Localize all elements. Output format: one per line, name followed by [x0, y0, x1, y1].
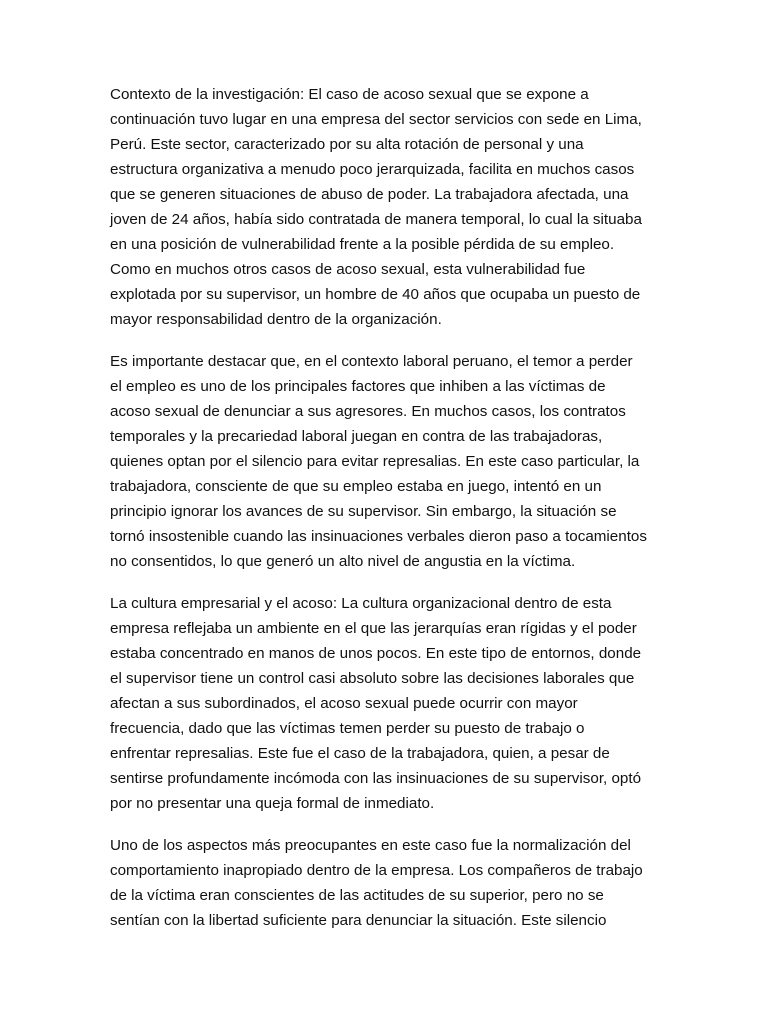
text-line: principio ignorar los avances de su supervisor. Sin embargo, la situación se: [110, 503, 617, 520]
text-line: el empleo es uno de los principales factores que inhiben a las víctimas de: [110, 378, 606, 395]
text-line: que se generen situaciones de abuso de poder. La trabajadora afectada, una: [110, 186, 629, 203]
document-body: [110, 82, 662, 950]
text-line: estructura organizativa a menudo poco jerarquizada, facilita en muchos casos: [110, 161, 635, 178]
text-line: La cultura empresarial y el acoso: La cultura organizacional dentro de esta: [110, 595, 612, 612]
text-line: temporales y la precariedad laboral juegan en contra de las trabajadoras,: [110, 428, 603, 445]
text-line: Uno de los aspectos más preocupantes en este caso fue la normalización del: [110, 837, 631, 854]
text-line: comportamiento inapropiado dentro de la empresa. Los compañeros de trabajo: [110, 862, 643, 879]
text-line: enfrentar represalias. Este fue el caso de la trabajadora, quien, a pesar de: [110, 745, 610, 762]
text-line: por no presentar una queja formal de inmediato.: [110, 795, 435, 812]
text-line: continuación tuvo lugar en una empresa del sector servicios con sede en Lima,: [110, 111, 642, 128]
text-line: sentirse profundamente incómoda con las insinuaciones de su supervisor, optó: [110, 770, 642, 787]
text-line: el supervisor tiene un control casi absoluto sobre las decisiones laborales que: [110, 670, 635, 687]
text-line: mayor responsabilidad dentro de la organización.: [110, 311, 442, 328]
paragraph-labor-context: [110, 349, 662, 574]
text-line: frecuencia, dado que las víctimas temen perder su puesto de trabajo o: [110, 720, 585, 737]
text-line: explotada por su supervisor, un hombre de 40 años que ocupaba un puesto de: [110, 286, 641, 303]
text-line: acoso sexual de denunciar a sus agresores. En muchos casos, los contratos: [110, 403, 626, 420]
text-line: afectan a sus subordinados, el acoso sexual puede ocurrir con mayor: [110, 695, 578, 712]
text-line: Como en muchos otros casos de acoso sexual, esta vulnerabilidad fue: [110, 261, 586, 278]
paragraph-context: [110, 82, 662, 332]
text-line: joven de 24 años, había sido contratada de manera temporal, lo cual la situaba: [110, 211, 642, 228]
text-line: en una posición de vulnerabilidad frente a la posible pérdida de su empleo.: [110, 236, 615, 253]
paragraph-normalization: [110, 833, 662, 933]
text-line: quienes optan por el silencio para evitar represalias. En este caso particular, la: [110, 453, 640, 470]
text-line: sentían con la libertad suficiente para denunciar la situación. Este silencio: [110, 912, 607, 929]
text-line: tornó insostenible cuando las insinuaciones verbales dieron paso a tocamientos: [110, 528, 647, 545]
text-line: no consentidos, lo que generó un alto nivel de angustia en la víctima.: [110, 553, 576, 570]
text-line: estaba concentrado en manos de unos pocos. En este tipo de entornos, donde: [110, 645, 642, 662]
text-line: trabajadora, consciente de que su empleo estaba en juego, intentó en un: [110, 478, 602, 495]
paragraph-corporate-culture: [110, 591, 662, 816]
text-line: Perú. Este sector, caracterizado por su alta rotación de personal y una: [110, 136, 584, 153]
text-line: Es importante destacar que, en el contexto laboral peruano, el temor a perder: [110, 353, 633, 370]
text-line: Contexto de la investigación: El caso de acoso sexual que se expone a: [110, 86, 589, 103]
text-line: empresa reflejaba un ambiente en el que las jerarquías eran rígidas y el poder: [110, 620, 637, 637]
text-line: de la víctima eran conscientes de las actitudes de su superior, pero no se: [110, 887, 604, 904]
